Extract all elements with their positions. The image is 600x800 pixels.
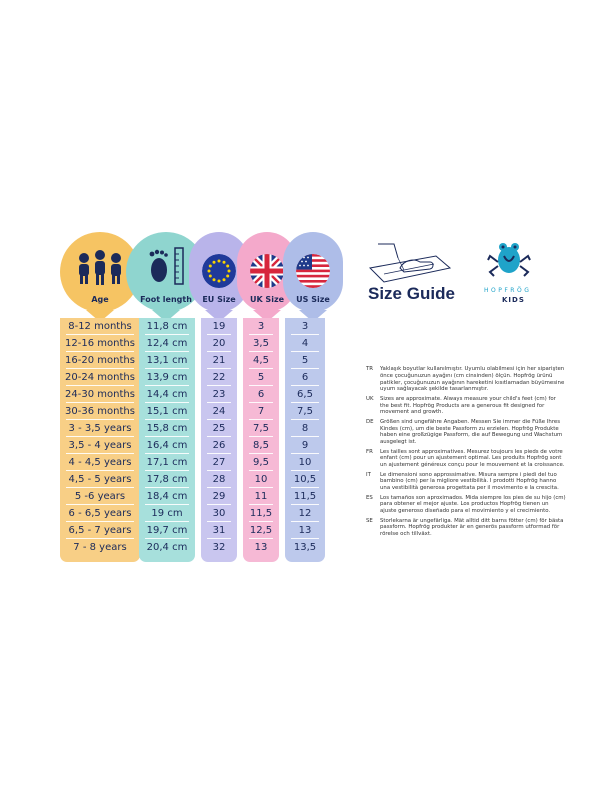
- foot-length-column: [139, 318, 195, 562]
- note-item: [366, 449, 566, 469]
- age-cell: 3 - 3,5 years: [60, 420, 140, 437]
- size-guide-title: Size Guide: [368, 284, 455, 303]
- eu-cell: 25: [201, 420, 237, 437]
- us-size-column: [285, 318, 325, 562]
- age-cell: 12-16 months: [60, 335, 140, 352]
- us-cell: 4: [285, 335, 325, 352]
- note-text: Les tailles sont approximatives. Mesurez toujours les pieds de votre enfant (cm) pour un ajustement optimal. Les produits Hopfrög sont un ajustement généreux conçu pour le mouvement et la croissance.: [380, 448, 565, 469]
- size-notes: [366, 366, 566, 540]
- age-cell: 20-24 months: [60, 369, 140, 386]
- eu-cell: 23: [201, 386, 237, 403]
- age-cell: 5 -6 years: [60, 488, 140, 505]
- uk-cell: 11,5: [243, 505, 279, 522]
- eu-cell: 32: [201, 539, 237, 556]
- age-cell: 30-36 months: [60, 403, 140, 420]
- footprint-ruler-icon: [141, 244, 191, 288]
- family-icon: [70, 248, 130, 288]
- note-item: [366, 495, 566, 515]
- eu-cell: 20: [201, 335, 237, 352]
- us-cell: 10: [285, 454, 325, 471]
- us-size-header: [283, 232, 343, 312]
- frog-logo-icon: [486, 236, 532, 282]
- eu-cell: 27: [201, 454, 237, 471]
- note-text: Größen sind ungefähre Angaben. Messen Sie immer die Füße Ihres Kindes (cm), um die beste Passform zu erzielen. Hopfrög Produkte haben eine großzügige Passform, die auf Bewegung und Wachstum ausgelegt ist.: [380, 418, 563, 446]
- foot-cell: 17,1 cm: [139, 454, 195, 471]
- uk-cell: 13: [243, 539, 279, 556]
- note-item: [366, 396, 566, 416]
- eu-size-label: EU Size: [202, 295, 236, 304]
- foot-cell: 20,4 cm: [139, 539, 195, 556]
- foot-cell: 12,4 cm: [139, 335, 195, 352]
- us-cell: 13,5: [285, 539, 325, 556]
- eu-cell: 29: [201, 488, 237, 505]
- age-cell: 24-30 months: [60, 386, 140, 403]
- note-item: [366, 419, 566, 446]
- foot-cell: 19 cm: [139, 505, 195, 522]
- note-item: [366, 366, 566, 393]
- note-item: [366, 472, 566, 492]
- eu-cell: 19: [212, 321, 226, 332]
- note-language-code: UK: [366, 395, 374, 402]
- uk-cell: 5: [243, 369, 279, 386]
- us-cell: 5: [285, 352, 325, 369]
- age-column: [60, 318, 140, 562]
- age-cell: 4 - 4,5 years: [60, 454, 140, 471]
- age-cell: 7 - 8 years: [60, 539, 140, 556]
- eu-cell: 31: [201, 522, 237, 539]
- note-language-code: FR: [366, 448, 373, 455]
- note-text: Le dimensioni sono approssimative. Misura sempre i piedi del tuo bambino (cm) per la migliore vestibilità. I prodotti Hopfrög hanno una vestibilità generosa progettata per il movimento e la crescita.: [380, 471, 559, 492]
- uk-cell: 4,5: [243, 352, 279, 369]
- foot-cell: 18,4 cm: [139, 488, 195, 505]
- note-item: [366, 518, 566, 538]
- us-flag-icon: [296, 254, 330, 288]
- eu-size-column: [201, 318, 237, 562]
- uk-cell: 3,5: [243, 335, 279, 352]
- age-label: Age: [91, 295, 109, 304]
- us-size-label: US Size: [296, 295, 330, 304]
- uk-cell: 10: [243, 471, 279, 488]
- us-cell: 6,5: [285, 386, 325, 403]
- eu-cell: 24: [201, 403, 237, 420]
- foot-cell: 15,8 cm: [139, 420, 195, 437]
- foot-cell: 11,8 cm: [146, 321, 188, 332]
- eu-cell: 26: [201, 437, 237, 454]
- note-text: Storlekarna är ungefärliga. Mät alltid ditt barns fötter (cm) för bästa passform. Hopfrög produkter är en generös passform utformad för rörelse och tillväxt.: [380, 517, 564, 538]
- eu-flag-icon: [202, 254, 236, 288]
- us-cell: 12: [285, 505, 325, 522]
- us-cell: 11,5: [285, 488, 325, 505]
- foot-cell: 13,9 cm: [139, 369, 195, 386]
- us-cell: 3: [301, 321, 309, 332]
- foot-cell: 15,1 cm: [139, 403, 195, 420]
- age-cell: 6,5 - 7 years: [60, 522, 140, 539]
- eu-cell: 28: [201, 471, 237, 488]
- uk-cell: 6: [243, 386, 279, 403]
- foot-length-label: Foot length: [140, 295, 192, 304]
- brand-kids: KIDS: [502, 296, 525, 304]
- foot-cell: 19,7 cm: [139, 522, 195, 539]
- us-cell: 8: [285, 420, 325, 437]
- uk-cell: 11: [243, 488, 279, 505]
- note-text: Yaklaşık boyutlar kullanılmıştır. Uyumlu olabilmesi için her siparişten önce çocuğunuzun ayağını (cm cinsinden) ölçün. Hopfrög ürünü patikler, çocuğunuzun ayağının hareketini kısıtlamadan büyümesine uyum sağlayacak şekilde tasarlanmıştır.: [380, 366, 565, 393]
- uk-flag-icon: [250, 254, 284, 288]
- note-text: Los tamaños son aproximados. Mida siempre los pies de su hijo (cm) para obtener el mejor ajuste. Los productos Hopfrög tienen un ajuste generoso diseñado para el movimiento y el crecimiento.: [380, 494, 566, 515]
- note-text: Sizes are approximate. Always measure your child's feet (cm) for the best fit. Hopfrög Products are a generous fit designed for movement and growth.: [380, 395, 556, 416]
- age-cell: 4,5 - 5 years: [60, 471, 140, 488]
- note-language-code: ES: [366, 494, 373, 501]
- eu-cell: 22: [201, 369, 237, 386]
- us-cell: 10,5: [285, 471, 325, 488]
- foot-measure-icon: [364, 238, 454, 288]
- foot-cell: 17,8 cm: [139, 471, 195, 488]
- foot-cell: 13,1 cm: [139, 352, 195, 369]
- note-language-code: DE: [366, 418, 374, 425]
- us-cell: 7,5: [285, 403, 325, 420]
- uk-cell: 3: [257, 321, 265, 332]
- foot-cell: 16,4 cm: [139, 437, 195, 454]
- uk-cell: 7,5: [243, 420, 279, 437]
- age-cell: 16-20 months: [60, 352, 140, 369]
- note-language-code: IT: [366, 471, 371, 478]
- us-cell: 6: [285, 369, 325, 386]
- foot-cell: 14,4 cm: [139, 386, 195, 403]
- note-language-code: TR: [366, 366, 374, 372]
- age-cell: 3,5 - 4 years: [60, 437, 140, 454]
- us-cell: 9: [285, 437, 325, 454]
- brand-name: HOPFRÖG: [484, 287, 532, 294]
- note-language-code: SE: [366, 517, 373, 524]
- uk-cell: 7: [243, 403, 279, 420]
- age-cell: 6 - 6,5 years: [60, 505, 140, 522]
- age-cell: 8-12 months: [68, 321, 132, 332]
- uk-cell: 8,5: [243, 437, 279, 454]
- uk-size-label: UK Size: [249, 295, 285, 304]
- uk-cell: 9,5: [243, 454, 279, 471]
- uk-size-column: [243, 318, 279, 562]
- eu-cell: 21: [201, 352, 237, 369]
- us-cell: 13: [285, 522, 325, 539]
- uk-cell: 12,5: [243, 522, 279, 539]
- eu-cell: 30: [201, 505, 237, 522]
